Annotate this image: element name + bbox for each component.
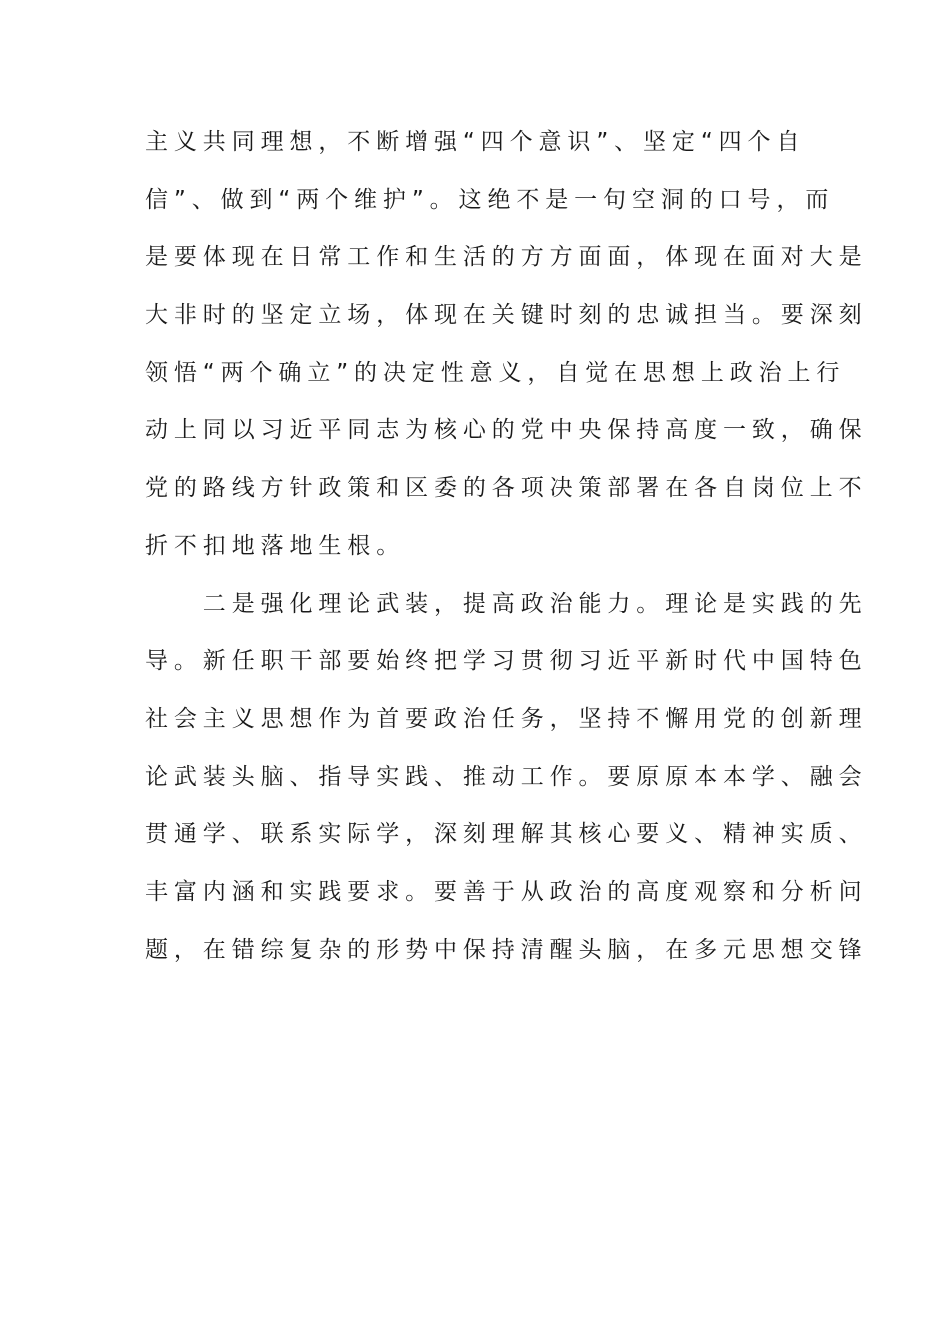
text-line: 大非时的坚定立场，体现在关键时刻的忠诚担当。要深刻 bbox=[145, 302, 868, 329]
paragraph-1 bbox=[145, 120, 868, 582]
text-line: 社会主义思想作为首要政治任务，坚持不懈用党的创新理 bbox=[145, 705, 868, 732]
text-line: 题，在错综复杂的形势中保持清醒头脑，在多元思想交锋 bbox=[145, 936, 868, 963]
text-line: 是要体现在日常工作和生活的方方面面，体现在面对大是 bbox=[145, 244, 868, 271]
text-line: 折不扣地落地生根。 bbox=[145, 532, 406, 559]
text-line: 丰富内涵和实践要求。要善于从政治的高度观察和分析问 bbox=[145, 878, 868, 905]
text-line: 导。新任职干部要始终把学习贯彻习近平新时代中国特色 bbox=[145, 648, 868, 675]
text-line: 主义共同理想，不断增强“四个意识”、坚定“四个自 bbox=[145, 129, 806, 155]
text-line: 论武装头脑、指导实践、推动工作。要原原本本学、融会 bbox=[145, 763, 868, 790]
paragraph-2 bbox=[145, 582, 868, 986]
text-line-indented: 二是强化理论武装，提高政治能力。理论是实践的先 bbox=[202, 590, 868, 617]
text-line: 领悟“两个确立”的决定性意义，自觉在思想上政治上行 bbox=[145, 359, 846, 386]
text-line: 动上同以习近平同志为核心的党中央保持高度一致，确保 bbox=[145, 417, 868, 444]
body-text bbox=[145, 120, 868, 985]
text-line: 党的路线方针政策和区委的各项决策部署在各自岗位上不 bbox=[145, 475, 868, 502]
text-line: 信”、做到“两个维护”。这绝不是一句空洞的口号，而 bbox=[145, 186, 835, 213]
text-line: 贯通学、联系实际学，深刻理解其核心要义、精神实质、 bbox=[145, 821, 868, 848]
